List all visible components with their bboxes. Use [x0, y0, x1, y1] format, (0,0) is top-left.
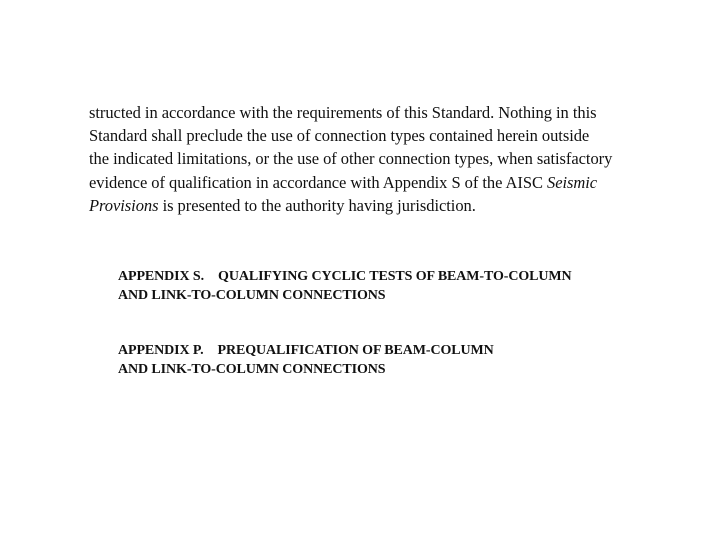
paragraph-line-1: structed in accordance with the requirements of this Standard. Nothing in this — [89, 103, 597, 122]
paragraph-line-4 — [89, 171, 659, 194]
appendix-s-title-line-2: AND LINK-TO-COLUMN CONNECTIONS — [118, 287, 386, 303]
seismic-italic-text: Seismic — [547, 172, 598, 192]
appendix-s-label: APPENDIX S. — [118, 269, 205, 284]
appendix-p-title-line-1: PREQUALIFICATION OF BEAM-COLUMN — [217, 343, 494, 358]
appendix-p-heading-line-1 — [118, 342, 638, 361]
appendix-s-heading — [118, 268, 638, 305]
paragraph-line-5-text: is presented to the authority having jurisdiction. — [162, 195, 476, 215]
body-paragraph — [89, 101, 659, 217]
paragraph-line-3: the indicated limitations, or the use of other connection types, when satisfactory — [89, 149, 613, 169]
paragraph-line-2: Standard shall preclude the use of connection types contained herein outside — [89, 126, 590, 146]
appendix-p-label: APPENDIX P. — [118, 343, 204, 358]
paragraph-line-5 — [89, 194, 659, 217]
provisions-italic-text: Provisions — [89, 195, 159, 215]
appendix-p-title-line-2: AND LINK-TO-COLUMN CONNECTIONS — [118, 361, 386, 377]
appendix-s-heading-line-1 — [118, 268, 638, 287]
paragraph-line-4-text: evidence of qualification in accordance with Appendix S of the AISC — [89, 172, 543, 192]
appendix-p-heading — [118, 342, 638, 379]
appendix-s-title-line-1: QUALIFYING CYCLIC TESTS OF BEAM-TO-COLUMN — [218, 269, 572, 284]
